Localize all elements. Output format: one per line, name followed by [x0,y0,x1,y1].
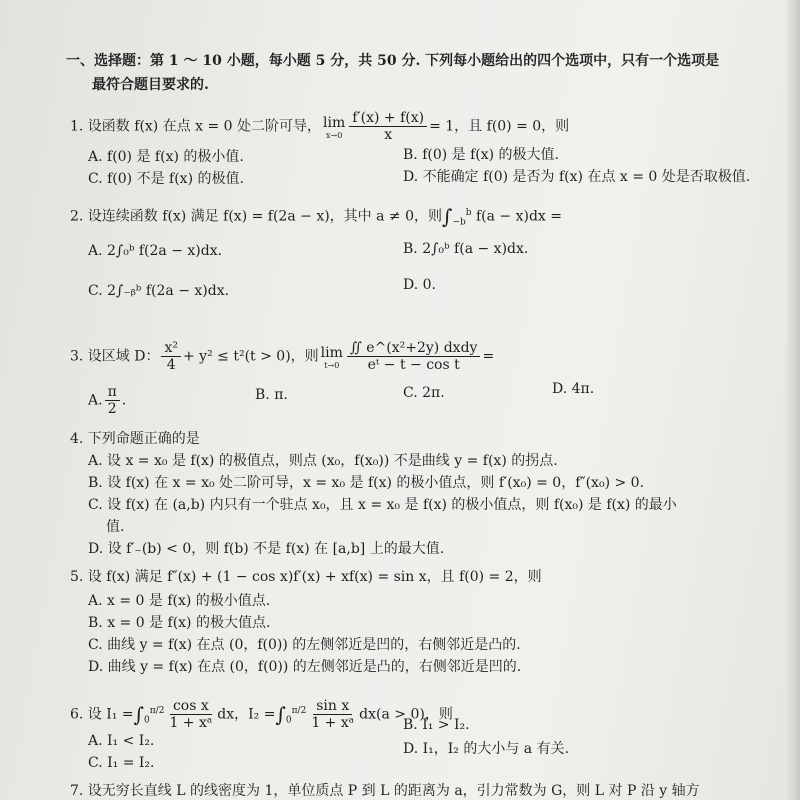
q1-den: x [384,127,393,143]
q6-stem-text: 6. 设 I₁ = [70,706,134,723]
q6-i1-num: cos x [170,698,212,715]
section-header-cont: 最符合题目要求的. [92,77,209,93]
q3-opt-a-num: π [105,384,120,401]
q6-stem-end: dx(a > 0)，则 [359,706,453,723]
q1-opt-a: A. f(0) 是 f(x) 的极小值. [88,149,244,165]
q3-stem-mid: + y² ≤ t²(t > 0)，则 [183,348,319,365]
q5-opt-a: A. x = 0 是 f(x) 的极小值点. [88,593,271,609]
q6-frac-2 [308,698,357,731]
q2-int: ∫ [442,204,453,229]
q4-opt-c-cont: 值. [106,519,125,535]
q6-opt-d: D. I₁，I₂ 的大小与 a 有关. [403,741,570,757]
q2-stem: 2. 设连续函数 f(x) 满足 f(x) = f(2a − x)，其中 a ≠ 0，则$\int_{-b}^b$ f(a − x)dx = [70,204,562,229]
q3-den: eᵗ − t − cos t [367,357,460,373]
q3-opt-b: B. π. [255,387,288,403]
q6-stem: 6. 设 $I_1 =\int_0^{\pi/2}$ $\frac{\text{cos x}}{\text{1 + xᵃ}}$ dx，$I_2 =\int_0^{\pi/2}$ $\frac{\text{sin x}}{\text{1 + xᵃ}}$ dx(a > 0)，则 [70,698,453,731]
q6-opt-b: B. I₁ > I₂. [403,717,470,733]
q6-i2-num: sin x [313,698,352,715]
q2-stem-end: f(a − x)dx = [475,208,562,225]
page-edge [786,0,800,800]
q3-opt-a-den: 2 [107,401,117,417]
q4-opt-c: C. 设 f(x) 在 (a,b) 内只有一个驻点 x₀，且 x = x₀ 是 f(x) 的极小值点，则 f(x₀) 是 f(x) 的最小 [88,497,677,513]
q5-opt-d: D. 曲线 y = f(x) 在点 (0，f(0)) 的左侧邻近是凸的，右侧邻近是凹的. [88,659,522,675]
q1-opt-c: C. f(0) 不是 f(x) 的极值. [88,171,244,187]
q6-int-2: ∫ [275,702,286,727]
q6-opt-a: A. I₁ < I₂. [88,733,155,749]
q4-opt-a: A. 设 x = x₀ 是 f(x) 的极值点，则点 (x₀，f(x₀)) 不是曲线 y = f(x) 的拐点. [88,453,558,469]
q5-opt-c: C. 曲线 y = f(x) 在点 (0，f(0)) 的左侧邻近是凹的，右侧邻近是凸的. [88,637,521,653]
q1-stem [70,110,569,143]
section-header: 一、选择题：第 1 ～ 10 小题，每小题 5 分，共 50 分. 下列每小题给出的四个选项中，只有一个选项是 [66,53,720,69]
q5-stem: 5. 设 f(x) 满足 f″(x) + (1 − cos x)f′(x) + xf(x) = sin x，且 f(0) = 2，则 [70,569,542,585]
q3-opt-a: A. $\frac{\pi}{2}$ . [88,384,127,417]
q6-int-1: ∫ [133,702,145,727]
q1-lim: lim x→0 [323,114,346,140]
q3-opt-a-frac [105,384,120,417]
q3-frac [347,340,481,373]
q2-stem-text: 2. 设连续函数 f(x) 满足 f(x) = f(2a − x)，其中 a ≠ 0，则 [70,208,443,225]
q6-opt-c: C. I₁ = I₂. [88,755,155,771]
q5-opt-b: B. x = 0 是 f(x) 的极大值点. [88,615,271,631]
q3-region-frac: $\frac{\text{x²}}{4}$ [161,340,181,373]
q2-opt-d: D. 0. [403,277,436,293]
q7-stem: 7. 设无穷长直线 L 的线密度为 1，单位质点 P 到 L 的距离为 a，引力常数为 G，则 L 对 P 沿 y 轴方 [70,783,700,799]
q3-opt-a-label: A. [88,392,103,409]
q1-stem-end: = 1，且 f(0) = 0，则 [429,118,570,135]
q3-stem [70,340,494,373]
q6-i2-den: 1 + xᵃ [311,715,355,731]
q2-opt-c: C. 2∫₋ᵦᵇ f(2a − x)dx. [88,283,230,299]
q3-num: ∬ e^(x²+2y) dxdy [347,340,481,357]
q4-opt-b: B. 设 f(x) 在 x = x₀ 处二阶可导，x = x₀ 是 f(x) 的极小值点，则 f′(x₀) = 0，f″(x₀) > 0. [88,475,645,491]
q2-opt-a: A. 2∫₀ᵇ f(2a − x)dx. [88,243,223,259]
q6-i1-den: 1 + xᵃ [169,715,213,731]
q2-opt-b: B. 2∫₀ᵇ f(a − x)dx. [403,241,529,257]
q3-opt-c: C. 2π. [403,385,445,401]
q1-num: f′(x) + f(x) [349,110,427,127]
q1-stem-text: 1. 设函数 f(x) 在点 x = 0 处二阶可导， [70,118,322,135]
q3-stem-text: 3. 设区域 D： [70,348,160,365]
q1-frac [349,110,427,143]
q4-opt-d: D. 设 f′₋(b) < 0，则 f(b) 不是 f(x) 在 [a,b] 上的最大值. [88,541,445,557]
q6-frac-1 [166,698,215,731]
q3-opt-d: D. 4π. [552,381,595,397]
q1-opt-d: D. 不能确定 f(0) 是否为 f(x) 在点 x = 0 处是否取极值. [403,169,751,185]
q4-stem: 4. 下列命题正确的是 [70,431,200,447]
q1-opt-b: B. f(0) 是 f(x) 的极大值. [403,147,560,163]
q3-lim: lim t→0 [320,344,343,370]
q6-stem-mid: dx，I₂ = [217,706,276,723]
q3-stem-end: = [482,348,495,365]
